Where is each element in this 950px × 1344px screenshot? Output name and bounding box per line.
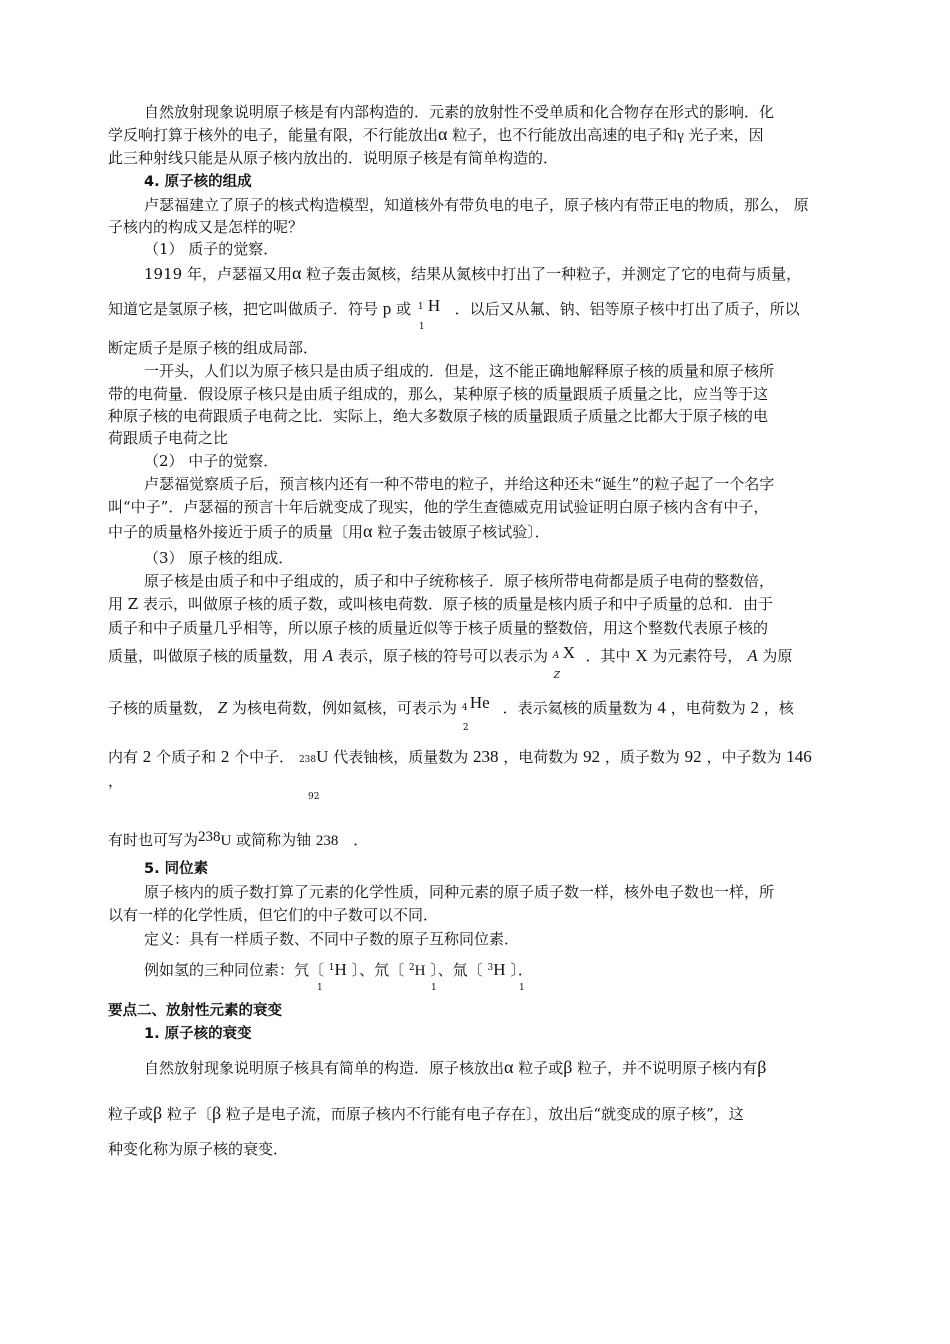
- paragraph-line: [108, 746, 812, 771]
- text: 1919 年，卢瑟福又用: [144, 265, 292, 283]
- alpha-symbol: α: [438, 124, 448, 144]
- paragraph-line: 自然放射现象说明原子核是有内部构造的．元素的放射性不受单质和化合物存在形式的影响．化: [144, 103, 775, 121]
- paragraph-line: 原子核是由质子和中子组成的，质子和中子统称核子．原子核所带电荷都是质子电荷的整数倍，: [144, 572, 775, 590]
- element-symbol: He: [469, 693, 490, 712]
- text: ，中子数为: [706, 748, 782, 766]
- text: 为元素符号，: [652, 647, 743, 665]
- text: 有时也可写为: [108, 831, 199, 849]
- mass-number: 238: [298, 755, 317, 765]
- paragraph-line: 带的电荷量．假设原子核只是由质子组成的，那么，某种原子核的质量跟质子质量之比，应当等于这: [108, 385, 769, 403]
- section-heading: 4. 原子核的组成: [144, 174, 252, 190]
- paragraph-line: 种原子核的电荷跟质子电荷之比．实际上，绝大多数原子核的质量跟质子质量之比都大于原子核的电: [108, 407, 769, 425]
- text: 个中子．: [234, 748, 295, 766]
- paragraph-line: 叫“中子”．卢瑟福的预言十年后就变成了现实，他的学生查德威克用试验证明白原子核内含有中子，: [108, 498, 769, 516]
- paragraph-line: [108, 520, 550, 543]
- number: 4: [657, 698, 666, 717]
- text: 子核的质量数，: [108, 699, 214, 717]
- text: 学反响打算于核外的电子，能量有限，不行能放出: [108, 126, 439, 144]
- charge-number-symbol: Z: [217, 698, 228, 717]
- paragraph-line: [108, 123, 764, 147]
- atomic-number: 1: [317, 983, 323, 993]
- section-heading: 1. 原子核的衰变: [144, 1026, 252, 1042]
- text: 表示，原子核的符号可以表示为: [337, 647, 548, 665]
- number: 2: [142, 747, 152, 766]
- mass-number: 1: [328, 963, 335, 973]
- nuclide-notation: [552, 643, 581, 681]
- paragraph-line: 原子核内的质子数打算了元素的化学性质，同种元素的原子质子数一样，核外电子数也一样，所: [144, 883, 775, 901]
- text: 粒子是电子流，而原子核内不行能有电子存在〕，放出后“就变成的原子核”，这: [221, 1105, 744, 1123]
- element-symbol: H: [414, 963, 426, 979]
- text: 光子来，因: [683, 126, 764, 144]
- element-symbol: X: [562, 643, 576, 662]
- paragraph-line: [144, 262, 801, 285]
- paragraph-line: 用 Z 表示，叫做原子核的质子数，或叫核电荷数．原子核的质量是核内质子和中子质量的总和．由于: [108, 595, 773, 613]
- element-symbol: X: [635, 646, 648, 665]
- number: 92: [684, 747, 702, 766]
- text: ，电荷数为: [670, 699, 746, 717]
- mass-number: 3: [487, 963, 494, 973]
- number: 92: [583, 747, 601, 766]
- paragraph-line: [108, 693, 794, 733]
- text: ，质子数为: [604, 748, 680, 766]
- beta-symbol: β: [153, 1103, 163, 1123]
- paragraph-line: 卢瑟福觉察质子后，预言核内还有一种不带电的粒子，并给这种还未“诞生”的粒子起了一个名字: [144, 475, 775, 493]
- mass-number: 1: [417, 302, 424, 312]
- paragraph-line: [108, 826, 368, 852]
- text: ．: [353, 831, 369, 849]
- text: 内有: [108, 748, 139, 766]
- text: 粒子，也不行能放出高速的电子和: [447, 126, 678, 144]
- text: 自然放射现象说明原子核具有简单的构造．原子核放出: [144, 1059, 505, 1077]
- alpha-symbol: α: [504, 1057, 514, 1077]
- alpha-symbol: α: [363, 521, 373, 541]
- element-symbol: U: [220, 833, 232, 849]
- atomic-number: 1: [519, 983, 525, 993]
- section-heading: 5. 同位素: [144, 861, 209, 877]
- paragraph-line: 卢瑟福建立了原子的核式构造模型，知道核外有带负电的电子，原子核内有带正电的物质，那么， 原: [144, 196, 809, 214]
- paragraph-line: 以有一样的化学性质，但它们的中子数可以不同．: [108, 906, 439, 924]
- text: 粒子，并不说明原子核内有: [572, 1059, 758, 1077]
- atomic-number: Z: [553, 671, 561, 681]
- text: 知道它是氢原子核，把它叫做质子．符号: [108, 300, 379, 318]
- paragraph-line: 荷跟质子电荷之比: [108, 429, 229, 447]
- mass-number: A: [552, 651, 560, 661]
- beta-symbol: β: [211, 1103, 222, 1123]
- text: 为核电荷数，例如氦核，可表示为: [232, 699, 458, 717]
- mass-number-symbol: A: [322, 646, 334, 665]
- paragraph-line: ，: [108, 772, 124, 790]
- paragraph-line: 一开头，人们以为原子核只是由质子组成的．但是，这不能正确地解释原子核的质量和原子核所: [144, 362, 775, 380]
- text: 例如氢的三种同位素：氕〔: [144, 961, 325, 979]
- paragraph-line: 子核内的构成又是怎样的呢？: [108, 218, 304, 236]
- number: 146: [786, 747, 812, 766]
- element-symbol: H: [334, 960, 347, 979]
- paragraph-line: [108, 643, 793, 681]
- paragraph-line: 定义：具有一样质子数、不同中子数的原子互称同位素．: [144, 930, 520, 948]
- text: 〕、氚〔: [430, 961, 483, 979]
- element-symbol: H: [493, 960, 506, 979]
- text: 中子的质量格外接近于质子的质量〔用: [108, 523, 364, 541]
- text: 〕、氘〔: [351, 961, 405, 979]
- text: 或: [396, 300, 412, 318]
- gamma-symbol: γ: [677, 128, 684, 144]
- atomic-number: 2: [462, 723, 469, 733]
- text: 粒子或: [513, 1059, 564, 1077]
- paragraph-line: 种变化称为原子核的衰变．: [108, 1140, 289, 1158]
- subsection-heading: （3） 原子核的组成．: [144, 549, 294, 567]
- element-symbol: H: [427, 296, 441, 315]
- text: 粒子轰击氮核，结果从氮核中打出了一种粒子，并测定了它的电荷与质量，: [301, 265, 802, 283]
- element-symbol: U: [316, 747, 329, 766]
- paragraph-line: [144, 1056, 766, 1079]
- subsection-heading: （1） 质子的觉察．: [144, 240, 279, 258]
- paragraph-line: [108, 1102, 744, 1125]
- text: 质量，叫做原子核的质量数，用: [108, 647, 319, 665]
- paragraph-line: 此三种射线只能是从原子核内放出的．说明原子核是有简单构造的．: [108, 149, 559, 167]
- text: 个质子和: [156, 748, 217, 766]
- number: 2: [220, 747, 230, 766]
- text: 〕．: [510, 961, 533, 979]
- text: 粒子轰击铍原子核试验〕．: [372, 523, 550, 541]
- text: ．以后又从氟、钠、铝等原子核中打出了质子，所以: [454, 300, 800, 318]
- atomic-number: 1: [418, 322, 425, 332]
- alpha-symbol: α: [291, 263, 302, 283]
- helium-nuclide: [461, 693, 498, 733]
- main-heading: 要点二、放射性元素的衰变: [108, 1003, 282, 1019]
- mass-number: 238: [198, 829, 221, 845]
- subsection-heading: （2） 中子的觉察．: [144, 452, 279, 470]
- text: ，核: [763, 699, 794, 717]
- paragraph-line: 质子和中子质量几乎相等，所以原子核的质量近似等于核子质量的整数倍，用这个整数代表原子核的: [108, 619, 769, 637]
- text: 或简称为铀: [231, 831, 312, 849]
- proton-symbol: p: [382, 299, 392, 318]
- beta-symbol: β: [563, 1057, 573, 1077]
- text: 代表铀核，质量数为: [333, 748, 469, 766]
- number: 238: [315, 833, 339, 849]
- atomic-number: 1: [431, 983, 437, 993]
- text: ．其中: [585, 647, 631, 665]
- number: 2: [750, 698, 759, 717]
- paragraph-line: 断定质子是原子核的组成局部．: [108, 339, 319, 357]
- mass-number: 4: [461, 703, 468, 713]
- text: ．表示氦核的质量数为: [502, 699, 653, 717]
- hydrogen-nuclide: [416, 296, 450, 332]
- atomic-number: 92: [308, 792, 320, 802]
- text: ，电荷数为: [503, 748, 579, 766]
- text: 粒子〔: [162, 1105, 212, 1123]
- number: 238: [473, 747, 499, 766]
- mass-number: 2: [408, 963, 415, 973]
- beta-symbol: β: [757, 1057, 767, 1077]
- paragraph-line: [144, 957, 533, 982]
- text: 粒子或: [108, 1105, 154, 1123]
- text: 为原: [762, 647, 793, 665]
- mass-number-symbol: A: [747, 646, 758, 665]
- paragraph-line: [108, 296, 800, 332]
